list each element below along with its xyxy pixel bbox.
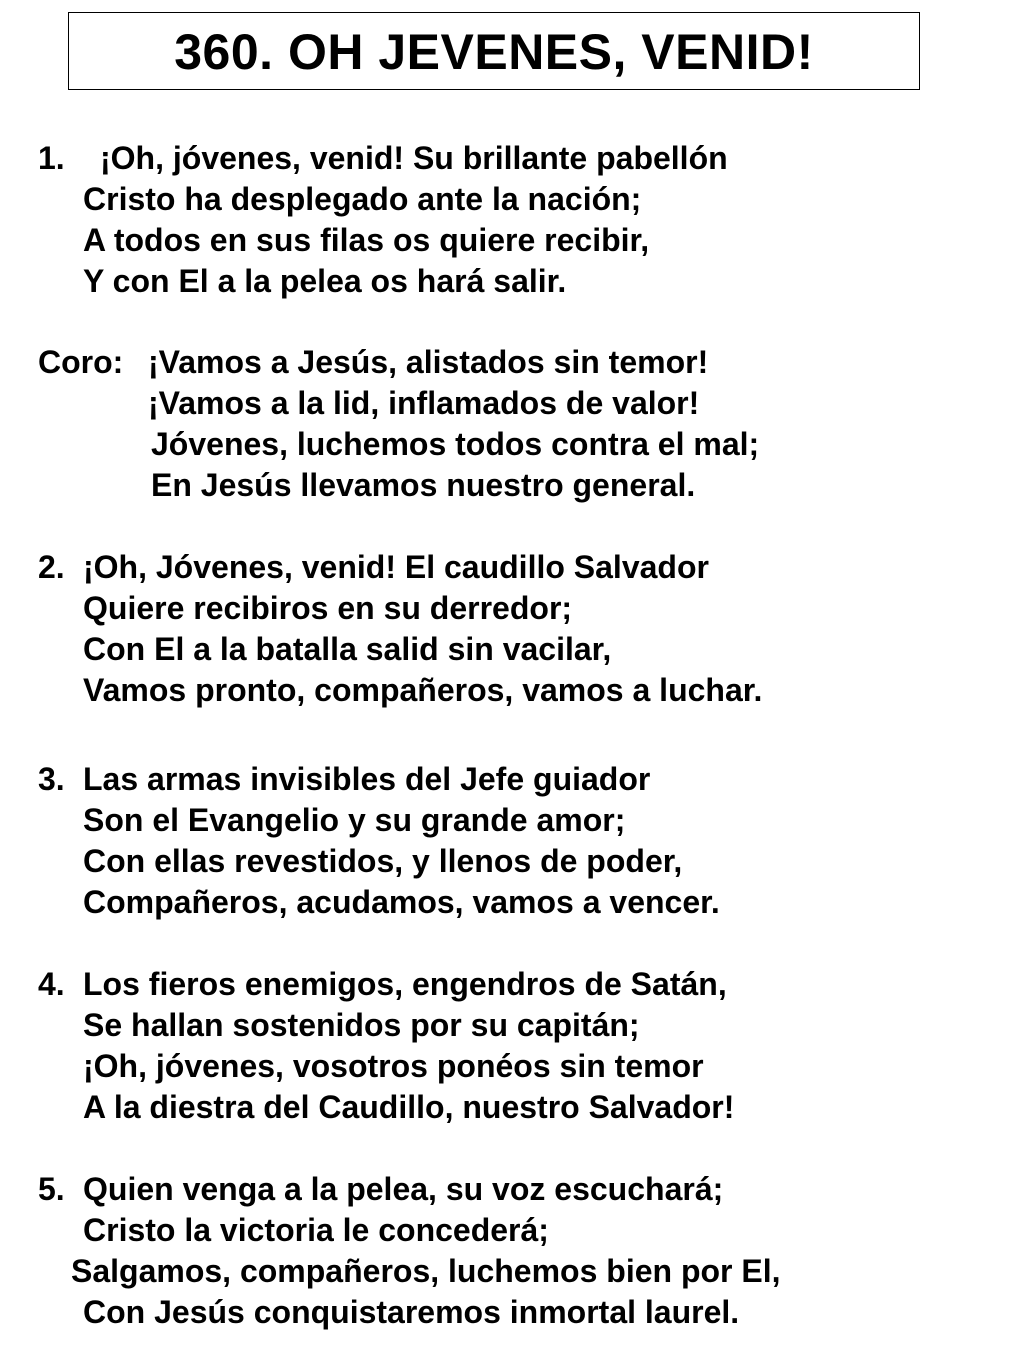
chorus-line-4: En Jesús llevamos nuestro general. (151, 467, 696, 503)
stanza-5-line-4: Con Jesús conquistaremos inmortal laurel. (83, 1294, 740, 1330)
stanza-5-number: 5. (38, 1171, 65, 1207)
hymn-title: 360. OH JEVENES, VENID! (174, 24, 814, 80)
stanza-1-line-2: Cristo ha desplegado ante la nación; (83, 181, 642, 217)
stanza-2-line-1: ¡Oh, Jóvenes, venid! El caudillo Salvador (83, 549, 709, 585)
stanza-4-line-2: Se hallan sostenidos por su capitán; (83, 1007, 640, 1043)
stanza-4-number: 4. (38, 966, 65, 1002)
stanza-3-number: 3. (38, 761, 65, 797)
stanza-5-line-3: Salgamos, compañeros, luchemos bien por El, (71, 1253, 781, 1289)
chorus-line-1: ¡Vamos a Jesús, alistados sin temor! (148, 344, 709, 380)
stanza-2-line-2: Quiere recibiros en su derredor; (83, 590, 573, 626)
stanza-1-line-4: Y con El a la pelea os hará salir. (83, 263, 567, 299)
stanza-3-line-2: Son el Evangelio y su grande amor; (83, 802, 626, 838)
stanza-2-line-4: Vamos pronto, compañeros, vamos a luchar. (83, 672, 763, 708)
stanza-1-line-1: ¡Oh, jóvenes, venid! Su brillante pabellón (100, 140, 728, 176)
stanza-2-line-3: Con El a la batalla salid sin vacilar, (83, 631, 612, 667)
stanza-3-line-1: Las armas invisibles del Jefe guiador (83, 761, 651, 797)
chorus-label: Coro: (38, 344, 124, 380)
stanza-1-number: 1. (38, 140, 65, 176)
stanza-3-line-4: Compañeros, acudamos, vamos a vencer. (83, 884, 720, 920)
stanza-4-line-4: A la diestra del Caudillo, nuestro Salvador! (83, 1089, 735, 1125)
stanza-5-line-1: Quien venga a la pelea, su voz escuchará; (83, 1171, 724, 1207)
stanza-5-line-2: Cristo la victoria le concederá; (83, 1212, 549, 1248)
stanza-2-number: 2. (38, 549, 65, 585)
stanza-1-line-3: A todos en sus filas os quiere recibir, (83, 222, 650, 258)
stanza-4-line-3: ¡Oh, jóvenes, vosotros ponéos sin temor (83, 1048, 704, 1084)
stanza-4-line-1: Los fieros enemigos, engendros de Satán, (83, 966, 727, 1002)
chorus-line-2: ¡Vamos a la lid, inflamados de valor! (148, 385, 700, 421)
chorus-line-3: Jóvenes, luchemos todos contra el mal; (151, 426, 760, 462)
stanza-3-line-3: Con ellas revestidos, y llenos de poder, (83, 843, 683, 879)
title-box (68, 12, 920, 90)
